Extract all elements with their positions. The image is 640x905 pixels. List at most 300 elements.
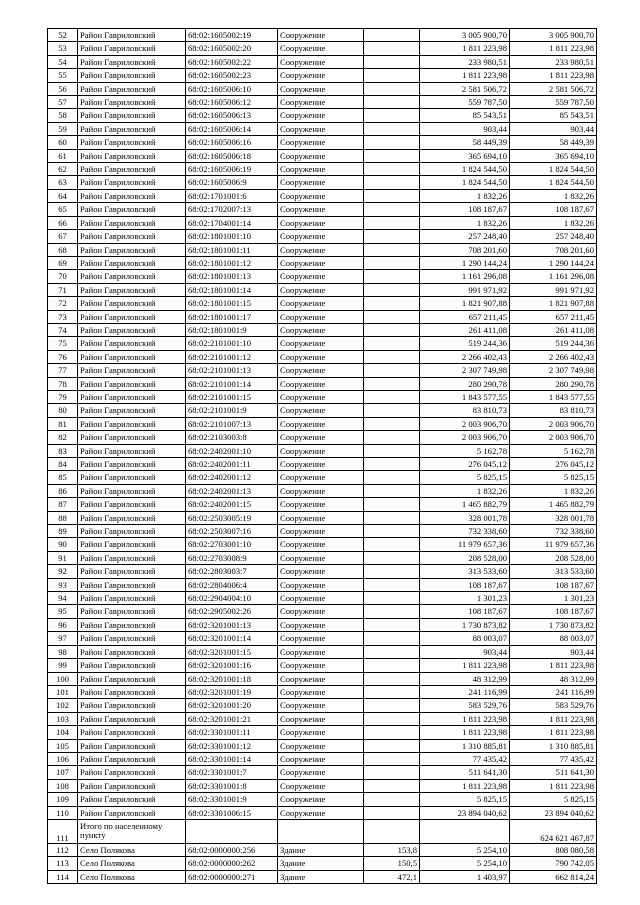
unit-price-cell: 1 824 544,50: [420, 163, 510, 176]
object-type-cell: Сооружение: [278, 337, 364, 350]
object-type-cell: Сооружение: [278, 283, 364, 296]
area-cell: [364, 55, 420, 68]
cadastral-number-cell: 68:02:1801001:17: [186, 310, 278, 323]
cadastral-number-cell: 68:02:0000000:256: [186, 843, 278, 856]
object-type-cell: Сооружение: [278, 270, 364, 283]
locality-cell: Район Гавриловский: [78, 793, 186, 806]
unit-price-cell: 257 248,40: [420, 230, 510, 243]
total-value-cell: 108 187,67: [510, 203, 597, 216]
unit-price-cell: 88 003,07: [420, 632, 510, 645]
locality-cell: Район Гавриловский: [78, 739, 186, 752]
area-cell: [364, 203, 420, 216]
cadastral-number-cell: 68:02:2402001:15: [186, 498, 278, 511]
object-type-cell: Сооружение: [278, 726, 364, 739]
unit-price-cell: 83 810,73: [420, 404, 510, 417]
row-number-cell: 63: [48, 176, 78, 189]
locality-cell: Район Гавриловский: [78, 525, 186, 538]
object-type-cell: Сооружение: [278, 55, 364, 68]
row-number-cell: 90: [48, 538, 78, 551]
cadastral-number-cell: 68:02:3201001:15: [186, 645, 278, 658]
table-row: [48, 712, 597, 725]
row-number-cell: 65: [48, 203, 78, 216]
locality-cell: Район Гавриловский: [78, 605, 186, 618]
locality-cell: Район Гавриловский: [78, 55, 186, 68]
locality-cell: Район Гавриловский: [78, 752, 186, 765]
cadastral-number-cell: 68:02:0000000:262: [186, 857, 278, 870]
unit-price-cell: 1 290 144,24: [420, 256, 510, 269]
total-value-cell: 1 301,23: [510, 592, 597, 605]
table-row: [48, 29, 597, 42]
total-value-cell: 241 116,99: [510, 685, 597, 698]
table-row: [48, 283, 597, 296]
area-cell: [364, 739, 420, 752]
total-value-cell: 257 248,40: [510, 230, 597, 243]
table-row: [48, 538, 597, 551]
cadastral-number-cell: 68:02:1605006:18: [186, 149, 278, 162]
area-cell: [364, 498, 420, 511]
cadastral-number-cell: 68:02:2904004:10: [186, 592, 278, 605]
object-type-cell: Сооружение: [278, 551, 364, 564]
cadastral-number-cell: 68:02:1605006:16: [186, 136, 278, 149]
locality-cell: Район Гавриловский: [78, 417, 186, 430]
area-cell: [364, 163, 420, 176]
row-number-cell: 102: [48, 699, 78, 712]
row-number-cell: 100: [48, 672, 78, 685]
row-number-cell: 106: [48, 752, 78, 765]
area-cell: 150,5: [364, 857, 420, 870]
row-number-cell: 66: [48, 216, 78, 229]
area-cell: 472,1: [364, 870, 420, 883]
object-type-cell: Сооружение: [278, 417, 364, 430]
area-cell: [364, 793, 420, 806]
total-value-cell: 5 825,15: [510, 793, 597, 806]
row-number-cell: 79: [48, 390, 78, 403]
locality-cell: Район Гавриловский: [78, 163, 186, 176]
area-cell: [364, 444, 420, 457]
total-value-cell: 1 811 223,98: [510, 69, 597, 82]
total-value-cell: 11 979 657,36: [510, 538, 597, 551]
area-cell: [364, 779, 420, 792]
row-number-cell: 74: [48, 323, 78, 336]
object-type-cell: Сооружение: [278, 806, 364, 819]
total-value-cell: 5 162,78: [510, 444, 597, 457]
row-number-cell: 71: [48, 283, 78, 296]
row-number-cell: 98: [48, 645, 78, 658]
row-number-cell: 81: [48, 417, 78, 430]
row-number-cell: 69: [48, 256, 78, 269]
table-row: [48, 337, 597, 350]
cadastral-number-cell: 68:02:3201001:18: [186, 672, 278, 685]
locality-cell: Район Гавриловский: [78, 323, 186, 336]
object-type-cell: Сооружение: [278, 230, 364, 243]
cadastral-number-cell: 68:02:2503007:16: [186, 525, 278, 538]
total-value-cell: 790 742,05: [510, 857, 597, 870]
table-row: [48, 806, 597, 819]
subtotal-row: [48, 819, 597, 843]
unit-price-cell: 1 832,26: [420, 189, 510, 202]
total-value-cell: 1 310 885,81: [510, 739, 597, 752]
total-value-cell: 2 003 906,70: [510, 417, 597, 430]
row-number-cell: 86: [48, 484, 78, 497]
total-value-cell: 991 971,92: [510, 283, 597, 296]
unit-price-cell: 1 811 223,98: [420, 659, 510, 672]
table-row: [48, 779, 597, 792]
row-number-cell: 77: [48, 364, 78, 377]
cadastral-number-cell: 68:02:2703008:9: [186, 551, 278, 564]
table-row: [48, 618, 597, 631]
locality-cell: Село Полякова: [78, 870, 186, 883]
row-number-cell: 84: [48, 458, 78, 471]
area-cell: [364, 364, 420, 377]
total-value-cell: 2 581 506,72: [510, 82, 597, 95]
row-number-cell: 80: [48, 404, 78, 417]
area-cell: [364, 578, 420, 591]
unit-price-cell: 328 001,78: [420, 511, 510, 524]
locality-cell: Район Гавриловский: [78, 270, 186, 283]
object-type-cell: Сооружение: [278, 618, 364, 631]
cadastral-number-cell: 68:02:2101001:12: [186, 350, 278, 363]
table-row: [48, 243, 597, 256]
row-number-cell: 88: [48, 511, 78, 524]
object-type-cell: Сооружение: [278, 390, 364, 403]
row-number-cell: 52: [48, 29, 78, 42]
area-cell: [364, 230, 420, 243]
unit-price-cell: 1 811 223,98: [420, 69, 510, 82]
unit-price-cell: 11 979 657,36: [420, 538, 510, 551]
table-row: [48, 42, 597, 55]
locality-cell: Район Гавриловский: [78, 283, 186, 296]
table-row: [48, 645, 597, 658]
locality-cell: Район Гавриловский: [78, 29, 186, 42]
area-cell: [364, 404, 420, 417]
unit-price-cell: 2 307 749,98: [420, 364, 510, 377]
property-table: [47, 28, 597, 884]
unit-price-cell: 1 301,23: [420, 592, 510, 605]
cadastral-number-cell: 68:02:1702007:13: [186, 203, 278, 216]
table-row: [48, 323, 597, 336]
object-type-cell: Сооружение: [278, 712, 364, 725]
unit-price-cell: 1 832,26: [420, 484, 510, 497]
row-number-cell: 78: [48, 377, 78, 390]
locality-cell: Район Гавриловский: [78, 806, 186, 819]
total-value-cell: 1 832,26: [510, 189, 597, 202]
object-type-cell: Сооружение: [278, 538, 364, 551]
table-row: [48, 404, 597, 417]
object-type-cell: Сооружение: [278, 605, 364, 618]
total-value-cell: 1 465 882,79: [510, 498, 597, 511]
unit-price-cell: 313 533,60: [420, 565, 510, 578]
row-number-cell: 60: [48, 136, 78, 149]
total-value-cell: 2 003 906,70: [510, 431, 597, 444]
object-type-cell: Сооружение: [278, 779, 364, 792]
cadastral-number-cell: 68:02:2503005:19: [186, 511, 278, 524]
total-value-cell: 108 187,67: [510, 578, 597, 591]
area-cell: [364, 297, 420, 310]
object-type-cell: [278, 819, 364, 843]
cadastral-number-cell: 68:02:3301001:12: [186, 739, 278, 752]
row-number-cell: 75: [48, 337, 78, 350]
cadastral-number-cell: 68:02:1801001:14: [186, 283, 278, 296]
object-type-cell: Сооружение: [278, 404, 364, 417]
table-row: [48, 189, 597, 202]
row-number-cell: 59: [48, 122, 78, 135]
total-value-cell: 1 811 223,98: [510, 726, 597, 739]
table-row: [48, 82, 597, 95]
locality-cell: Район Гавриловский: [78, 578, 186, 591]
table-row: [48, 122, 597, 135]
area-cell: [364, 323, 420, 336]
row-number-cell: 104: [48, 726, 78, 739]
cadastral-number-cell: 68:02:3301006:15: [186, 806, 278, 819]
object-type-cell: Сооружение: [278, 297, 364, 310]
locality-cell: Район Гавриловский: [78, 216, 186, 229]
row-number-cell: 103: [48, 712, 78, 725]
row-number-cell: 85: [48, 471, 78, 484]
locality-cell: Район Гавриловский: [78, 230, 186, 243]
area-cell: [364, 136, 420, 149]
cadastral-number-cell: 68:02:1605006:14: [186, 122, 278, 135]
locality-cell: Район Гавриловский: [78, 484, 186, 497]
table-row: [48, 699, 597, 712]
cadastral-number-cell: 68:02:1605002:20: [186, 42, 278, 55]
cadastral-number-cell: 68:02:1801001:9: [186, 323, 278, 336]
cadastral-number-cell: 68:02:2101001:10: [186, 337, 278, 350]
table-body: [48, 29, 597, 884]
locality-cell: Район Гавриловский: [78, 149, 186, 162]
area-cell: [364, 337, 420, 350]
locality-cell: Район Гавриловский: [78, 645, 186, 658]
table-row: [48, 511, 597, 524]
table-row: [48, 109, 597, 122]
unit-price-cell: 2 266 402,43: [420, 350, 510, 363]
unit-price-cell: 708 201,60: [420, 243, 510, 256]
object-type-cell: Сооружение: [278, 578, 364, 591]
cadastral-number-cell: 68:02:3301001:14: [186, 752, 278, 765]
area-cell: [364, 216, 420, 229]
locality-cell: Район Гавриловский: [78, 659, 186, 672]
total-value-cell: 108 187,67: [510, 605, 597, 618]
table-row: [48, 857, 597, 870]
object-type-cell: Сооружение: [278, 189, 364, 202]
total-value-cell: 365 694,10: [510, 149, 597, 162]
locality-cell: Район Гавриловский: [78, 337, 186, 350]
area-cell: [364, 659, 420, 672]
cadastral-number-cell: 68:02:1704001:14: [186, 216, 278, 229]
unit-price-cell: 511 641,30: [420, 766, 510, 779]
locality-cell: Район Гавриловский: [78, 176, 186, 189]
area-cell: [364, 551, 420, 564]
total-value-cell: 1 832,26: [510, 484, 597, 497]
object-type-cell: Сооружение: [278, 310, 364, 323]
cadastral-number-cell: 68:02:0000000:271: [186, 870, 278, 883]
row-number-cell: 108: [48, 779, 78, 792]
total-value-cell: 662 814,24: [510, 870, 597, 883]
unit-price-cell: 657 211,45: [420, 310, 510, 323]
table-row: [48, 55, 597, 68]
table-row: [48, 350, 597, 363]
table-row: [48, 752, 597, 765]
area-cell: [364, 109, 420, 122]
object-type-cell: Сооружение: [278, 592, 364, 605]
cadastral-number-cell: 68:02:2101001:13: [186, 364, 278, 377]
area-cell: [364, 592, 420, 605]
cadastral-number-cell: 68:02:2101001:14: [186, 377, 278, 390]
total-value-cell: 261 411,08: [510, 323, 597, 336]
locality-cell: Село Полякова: [78, 843, 186, 856]
unit-price-cell: 1 811 223,98: [420, 42, 510, 55]
area-cell: [364, 565, 420, 578]
object-type-cell: Сооружение: [278, 29, 364, 42]
area-cell: [364, 82, 420, 95]
unit-price-cell: 108 187,67: [420, 578, 510, 591]
area-cell: [364, 431, 420, 444]
table-row: [48, 793, 597, 806]
object-type-cell: Сооружение: [278, 672, 364, 685]
total-value-cell: 1 811 223,98: [510, 779, 597, 792]
area-cell: [364, 538, 420, 551]
document-page: [47, 28, 596, 884]
row-number-cell: 99: [48, 659, 78, 672]
area-cell: [364, 270, 420, 283]
cadastral-number-cell: 68:02:3201001:16: [186, 659, 278, 672]
cadastral-number-cell: 68:02:2703001:10: [186, 538, 278, 551]
area-cell: [364, 390, 420, 403]
table-row: [48, 605, 597, 618]
row-number-cell: 95: [48, 605, 78, 618]
area-cell: [364, 672, 420, 685]
total-value-cell: 328 001,78: [510, 511, 597, 524]
locality-cell: Район Гавриловский: [78, 350, 186, 363]
total-value-cell: 280 290,78: [510, 377, 597, 390]
locality-cell: Район Гавриловский: [78, 297, 186, 310]
locality-cell: Район Гавриловский: [78, 69, 186, 82]
object-type-cell: Сооружение: [278, 739, 364, 752]
object-type-cell: Сооружение: [278, 122, 364, 135]
area-cell: [364, 806, 420, 819]
locality-cell: Район Гавриловский: [78, 42, 186, 55]
area-cell: [364, 699, 420, 712]
total-value-cell: 583 529,76: [510, 699, 597, 712]
row-number-cell: 83: [48, 444, 78, 457]
cadastral-number-cell: 68:02:1801001:10: [186, 230, 278, 243]
cadastral-number-cell: 68:02:1605006:19: [186, 163, 278, 176]
locality-cell: Район Гавриловский: [78, 431, 186, 444]
unit-price-cell: 365 694,10: [420, 149, 510, 162]
row-number-cell: 61: [48, 149, 78, 162]
row-number-cell: 70: [48, 270, 78, 283]
area-cell: [364, 511, 420, 524]
object-type-cell: Сооружение: [278, 377, 364, 390]
cadastral-number-cell: 68:02:3301001:11: [186, 726, 278, 739]
cadastral-number-cell: 68:02:2804006:4: [186, 578, 278, 591]
locality-cell: Район Гавриловский: [78, 538, 186, 551]
table-row: [48, 270, 597, 283]
table-row: [48, 592, 597, 605]
table-row: [48, 431, 597, 444]
total-value-cell: 5 825,15: [510, 471, 597, 484]
locality-cell: Район Гавриловский: [78, 712, 186, 725]
unit-price-cell: 903,44: [420, 645, 510, 658]
row-number-cell: 109: [48, 793, 78, 806]
object-type-cell: Здание: [278, 870, 364, 883]
cadastral-number-cell: 68:02:3201001:13: [186, 618, 278, 631]
table-row: [48, 417, 597, 430]
unit-price-cell: 5 254,10: [420, 857, 510, 870]
row-number-cell: 91: [48, 551, 78, 564]
table-row: [48, 766, 597, 779]
cadastral-number-cell: 68:02:2402001:10: [186, 444, 278, 457]
cadastral-number-cell: 68:02:2101007:13: [186, 417, 278, 430]
locality-cell: Район Гавриловский: [78, 672, 186, 685]
object-type-cell: Сооружение: [278, 498, 364, 511]
object-type-cell: Сооружение: [278, 350, 364, 363]
table-row: [48, 297, 597, 310]
cadastral-number-cell: 68:02:3301001:8: [186, 779, 278, 792]
row-number-cell: 76: [48, 350, 78, 363]
locality-cell: Район Гавриловский: [78, 404, 186, 417]
table-row: [48, 390, 597, 403]
locality-cell: Район Гавриловский: [78, 471, 186, 484]
total-value-cell: 657 211,45: [510, 310, 597, 323]
object-type-cell: Сооружение: [278, 82, 364, 95]
row-number-cell: 105: [48, 739, 78, 752]
object-type-cell: Сооружение: [278, 176, 364, 189]
cadastral-number-cell: 68:02:2101001:15: [186, 390, 278, 403]
area-cell: [364, 176, 420, 189]
unit-price-cell: 280 290,78: [420, 377, 510, 390]
table-row: [48, 256, 597, 269]
table-row: [48, 444, 597, 457]
unit-price-cell: 233 980,51: [420, 55, 510, 68]
table-row: [48, 149, 597, 162]
row-number-cell: 57: [48, 96, 78, 109]
object-type-cell: Сооружение: [278, 323, 364, 336]
table-row: [48, 230, 597, 243]
area-cell: [364, 752, 420, 765]
unit-price-cell: 108 187,67: [420, 605, 510, 618]
locality-cell: Район Гавриловский: [78, 82, 186, 95]
table-row: [48, 672, 597, 685]
row-number-cell: 97: [48, 632, 78, 645]
locality-cell: Район Гавриловский: [78, 458, 186, 471]
object-type-cell: Сооружение: [278, 431, 364, 444]
object-type-cell: Сооружение: [278, 203, 364, 216]
row-number-cell: 112: [48, 843, 78, 856]
unit-price-cell: 991 971,92: [420, 283, 510, 296]
locality-cell: Село Полякова: [78, 857, 186, 870]
locality-cell: Район Гавриловский: [78, 203, 186, 216]
cadastral-number-cell: 68:02:3201001:21: [186, 712, 278, 725]
row-number-cell: 68: [48, 243, 78, 256]
locality-cell: Район Гавриловский: [78, 444, 186, 457]
area-cell: [364, 350, 420, 363]
locality-cell: Район Гавриловский: [78, 390, 186, 403]
cadastral-number-cell: 68:02:2103003:8: [186, 431, 278, 444]
table-row: [48, 471, 597, 484]
object-type-cell: Сооружение: [278, 69, 364, 82]
table-row: [48, 578, 597, 591]
cadastral-number-cell: 68:02:2101001:9: [186, 404, 278, 417]
area-cell: [364, 42, 420, 55]
table-row: [48, 726, 597, 739]
table-row: [48, 843, 597, 856]
total-value-cell: 511 641,30: [510, 766, 597, 779]
cadastral-number-cell: 68:02:2402001:11: [186, 458, 278, 471]
area-cell: [364, 471, 420, 484]
unit-price-cell: 583 529,76: [420, 699, 510, 712]
unit-price-cell: 77 435,42: [420, 752, 510, 765]
unit-price-cell: 208 528,00: [420, 551, 510, 564]
